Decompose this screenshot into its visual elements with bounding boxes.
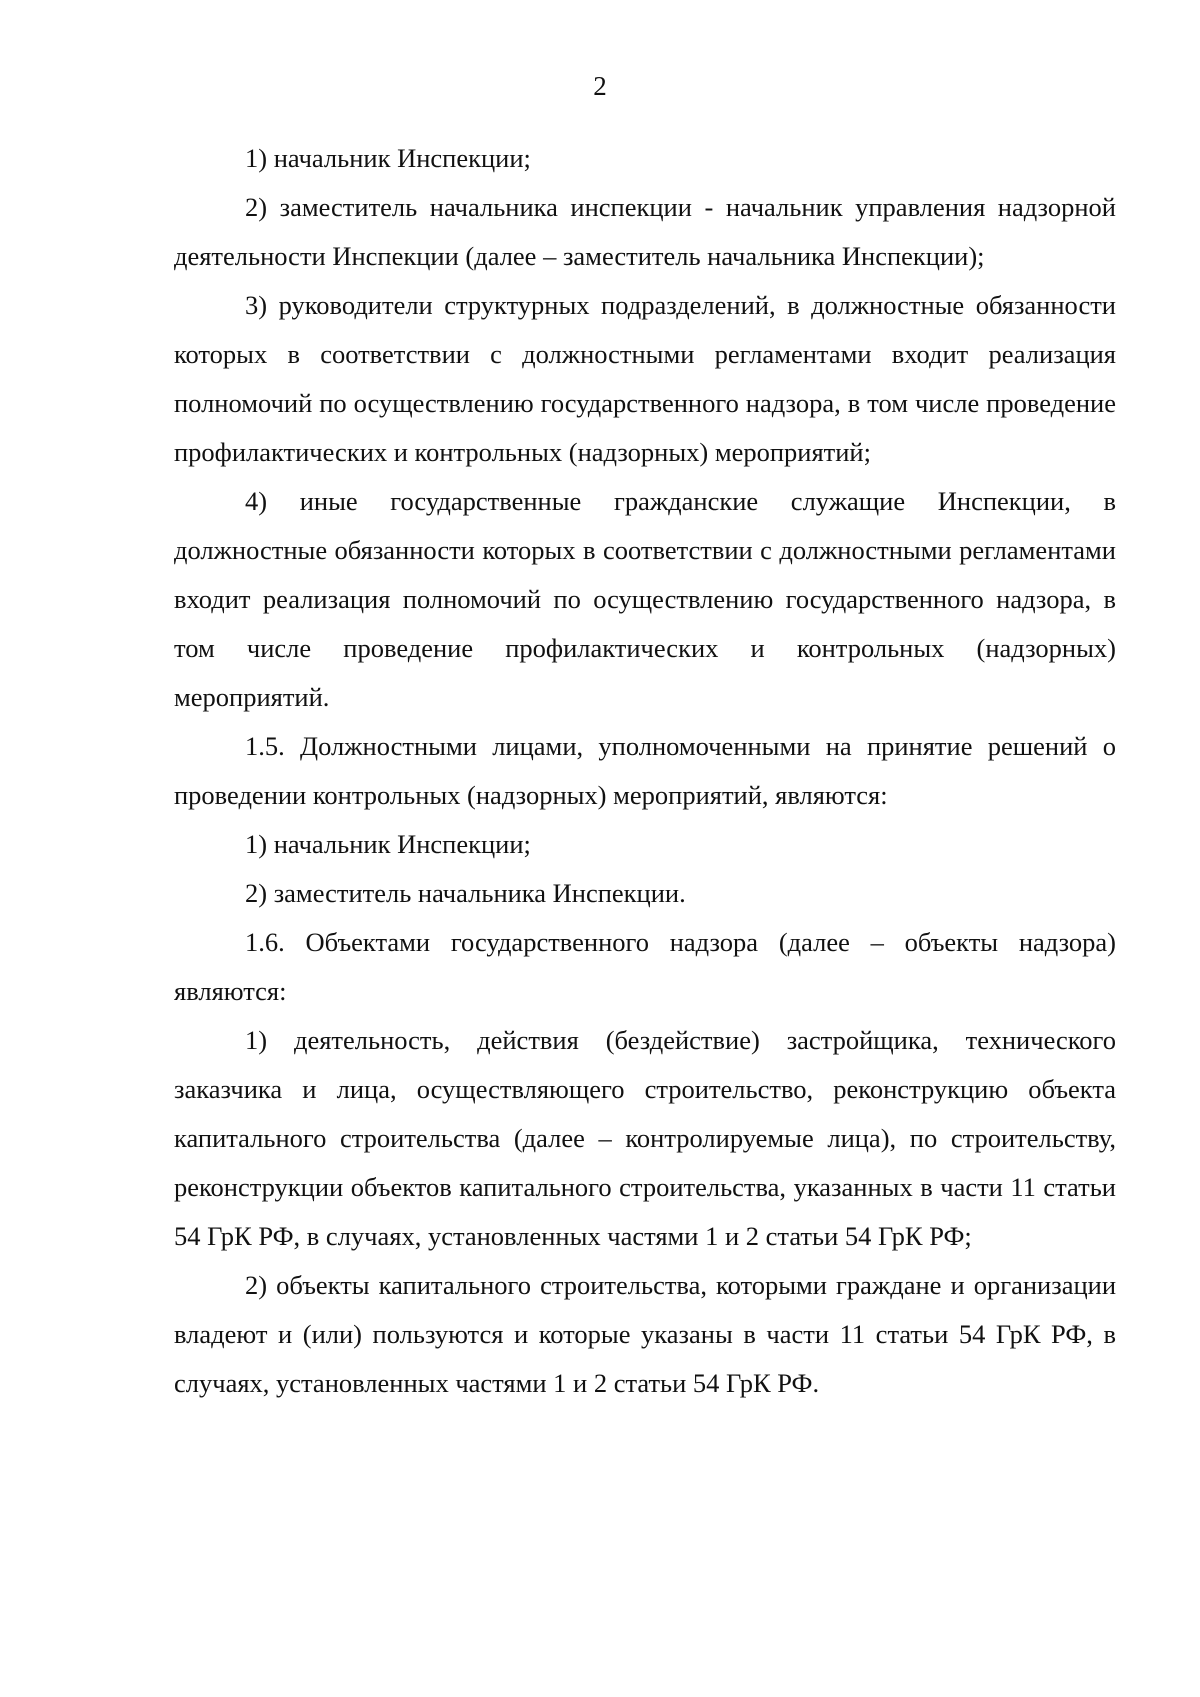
paragraph-1-6-supervision-objects: 1.6. Объектами государственного надзора (далее – объекты надзора) являются: (174, 927, 1116, 1006)
page-number: 2 (593, 71, 607, 101)
paragraph-1-5-item-1: 1) начальник Инспекции; (245, 829, 531, 859)
paragraph-item-2-deputy: 2) заместитель начальника инспекции - начальник управления надзорной деятельности Инспекции (далее – заместитель начальника Инспекции); (174, 192, 1116, 271)
document-body (174, 134, 1116, 1408)
paragraph-1-6-item-1: 1) деятельность, действия (бездействие) застройщика, технического заказчика и лица, осуществляющего строительство, реконструкцию объекта капитального строительства (далее – контролируемые лица), по строительству, реконструкции объектов капитального строительства, указанных в части 11 статьи 54 ГрК РФ, в случаях, установленных частями 1 и 2 статьи 54 ГрК РФ; (174, 1025, 1116, 1251)
paragraph-item-3-heads-of-units: 3) руководители структурных подразделений, в должностные обязанности которых в соответствии с должностными регламентами входит реализация полномочий по осуществлению государственного надзора, в том числе проведение профилактических и контрольных (надзорных) мероприятий; (174, 290, 1116, 467)
paragraph-item-4-civil-servants: 4) иные государственные гражданские служащие Инспекции, в должностные обязанности которых в соответствии с должностными регламентами входит реализация полномочий по осуществлению государственного надзора, в том числе проведение профилактических и контрольных (надзорных) мероприятий. (174, 486, 1116, 712)
paragraph-item-1-head: 1) начальник Инспекции; (245, 143, 531, 173)
paragraph-1-5-authorized-officials: 1.5. Должностными лицами, уполномоченными на принятие решений о проведении контрольных (надзорных) мероприятий, являются: (174, 731, 1116, 810)
paragraph-1-5-item-2: 2) заместитель начальника Инспекции. (245, 878, 686, 908)
paragraph-1-6-item-2: 2) объекты капитального строительства, которыми граждане и организации владеют и (или) пользуются и которые указаны в части 11 статьи 54 ГрК РФ, в случаях, установленных частями 1 и 2 статьи 54 ГрК РФ. (174, 1270, 1116, 1398)
